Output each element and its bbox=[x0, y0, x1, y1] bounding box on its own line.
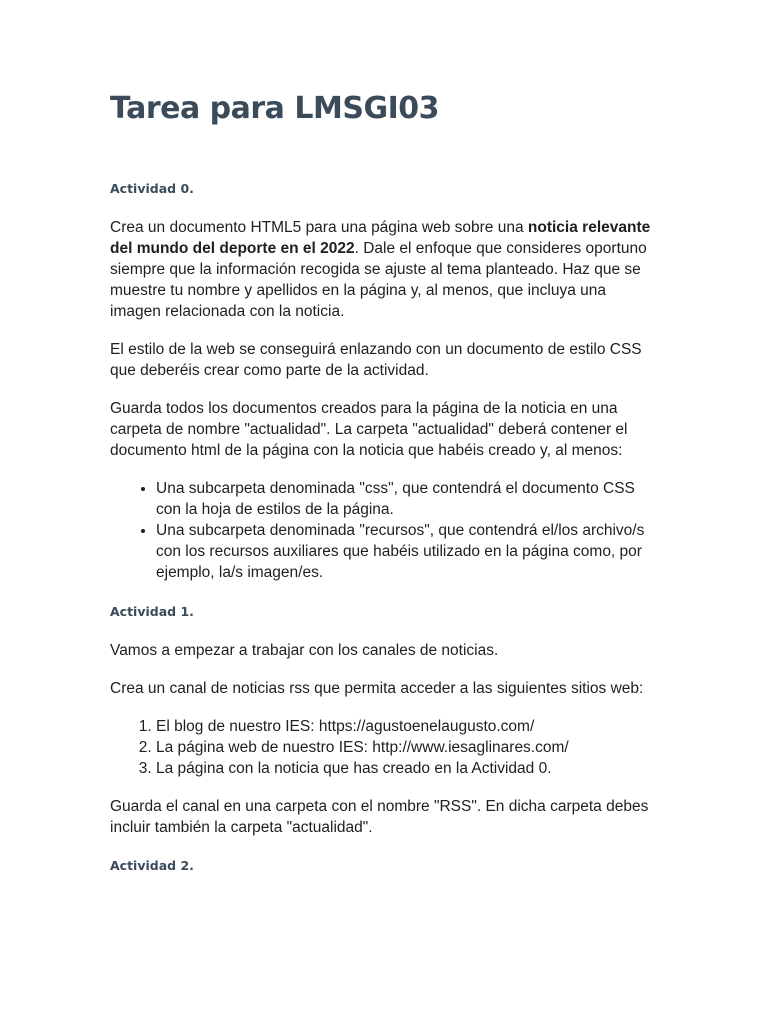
actividad-0-paragraph-1-end: . Dale el enfoque que consideres oportuno siempre que la información recogida se ajuste al tema planteado. Haz que se muestre tu nombre y apellidos en la página y, al menos, que incluya una imagen relacionada con la noticia. bbox=[110, 240, 647, 320]
list-item: • Una subcarpeta denominada "recursos", que contendrá el/los archivo/s con los recursos auxiliares que habéis utilizado en la página como, por ejemplo, la/s imagen/es. bbox=[156, 520, 655, 583]
list-item: 3. La página con la noticia que has creado en la Actividad 0. bbox=[156, 758, 655, 779]
section-heading-actividad-1: Actividad 1. bbox=[110, 604, 194, 619]
actividad-0-paragraph-2: El estilo de la web se conseguirá enlazando con un documento de estilo CSS que deberéis crear como parte de la actividad. bbox=[110, 341, 642, 379]
document-page bbox=[110, 88, 655, 874]
section-heading-actividad-0: Actividad 0. bbox=[110, 181, 194, 196]
document-title: Tarea para LMSGI03 bbox=[110, 91, 439, 126]
actividad-0-paragraph-3: Guarda todos los documentos creados para la página de la noticia en una carpeta de nombre "actualidad". La carpeta "actualidad" deberá contener el documento html de la página con la noticia que habéis creado y, al menos: bbox=[110, 400, 628, 459]
actividad-1-paragraph-1: Vamos a empezar a trabajar con los canales de noticias. bbox=[110, 642, 499, 659]
actividad-0-paragraph-1-bold: noticia relevante del mundo del deporte en el 2022 bbox=[110, 219, 651, 257]
actividad-0-paragraph-1-start: Crea un documento HTML5 para una página web sobre una bbox=[110, 219, 528, 236]
list-item: 1. El blog de nuestro IES: https://agustoenelaugusto.com/ bbox=[156, 716, 655, 737]
actividad-1-numbered-list bbox=[110, 716, 655, 779]
section-heading-actividad-2: Actividad 2. bbox=[110, 858, 194, 873]
actividad-0-paragraph-1 bbox=[110, 217, 655, 322]
list-item: • Una subcarpeta denominada "css", que contendrá el documento CSS con la hoja de estilos de la página. bbox=[156, 478, 655, 520]
actividad-0-bullet-list bbox=[110, 478, 655, 583]
actividad-1-paragraph-2: Crea un canal de noticias rss que permita acceder a las siguientes sitios web: bbox=[110, 680, 644, 697]
list-item: 2. La página web de nuestro IES: http://www.iesaglinares.com/ bbox=[156, 737, 655, 758]
actividad-1-paragraph-3: Guarda el canal en una carpeta con el nombre "RSS". En dicha carpeta debes incluir también la carpeta "actualidad". bbox=[110, 798, 649, 836]
